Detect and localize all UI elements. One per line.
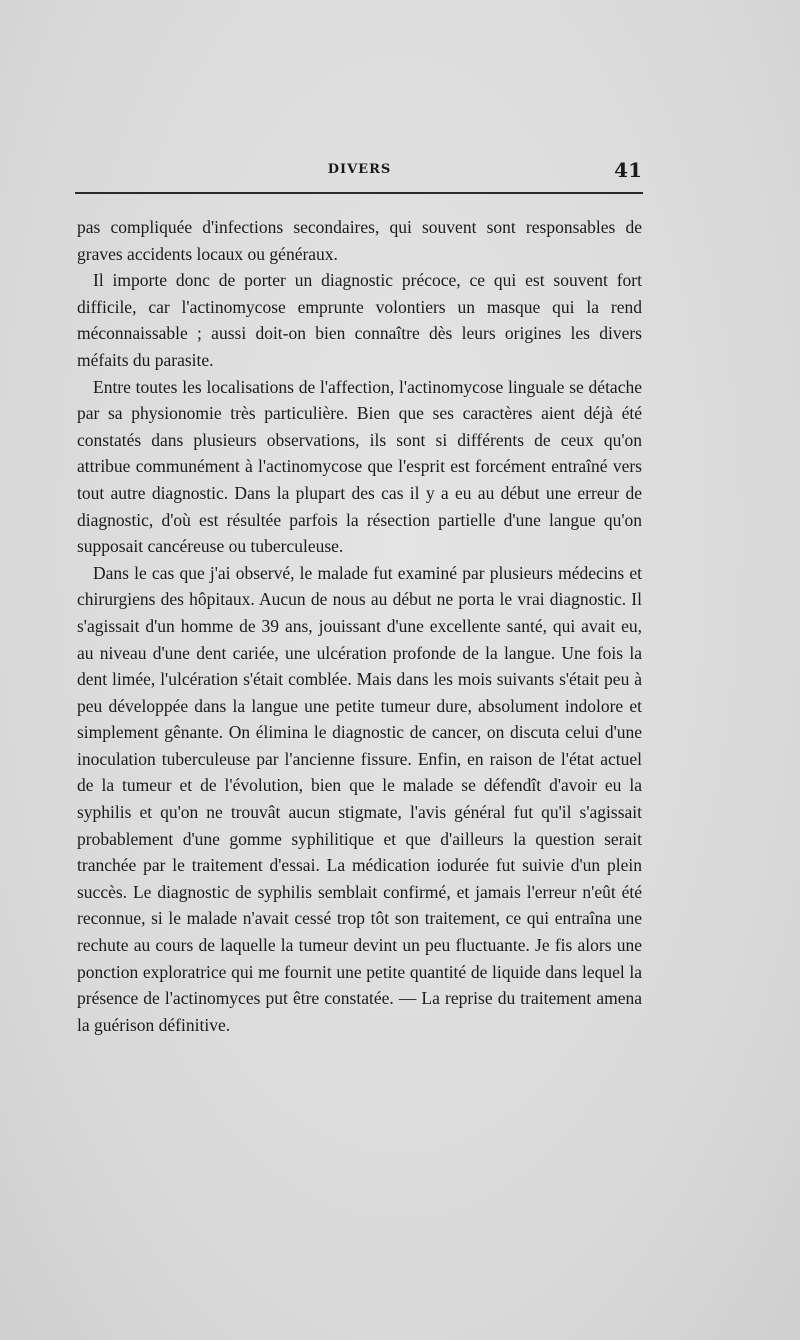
paragraph: Il importe donc de porter un diagnostic précoce, ce qui est souvent fort difficile, car l'actinomycose emprunte volontiers un masque qui la rend méconnaissable ; aussi doit-on bien connaître dès leurs origines les divers méfaits du parasite.: [77, 270, 642, 370]
paragraph: Dans le cas que j'ai observé, le malade fut examiné par plusieurs médecins et chirurgiens des hôpitaux. Aucun de nous au début ne porta le vrai diagnostic. Il s'agissait d'un homme de 39 ans, jouissant d'une excellente santé, qui avait eu, au niveau d'une dent cariée, une ulcération profonde de la langue. Une fois la dent limée, l'ulcération s'était comblée. Mais dans les mois suivants s'était peu à peu développée dans la langue une petite tumeur dure, absolument indolore et simplement gênante. On élimina le diagnostic de cancer, on discuta celui d'une inoculation tuberculeuse par l'ancienne fissure. Enfin, en raison de l'état actuel de la tumeur et de l'évolution, bien que le malade se défendît d'avoir eu la syphilis et qu'on ne trouvât aucun stigmate, l'avis général fut qu'il s'agissait probablement d'une gomme syphilitique et que d'ailleurs la question serait tranchée par le traitement d'essai. La médication iodurée fut suivie d'un plein succès. Le diagnostic de syphilis semblait confirmé, et jamais l'erreur n'eût été reconnue, si le malade n'avait cessé trop tôt son traitement, ce qui entraîna une rechute au cours de laquelle la tumeur devint un peu fluctuante. Je fis alors une ponction exploratrice qui me fournit une petite quantité de liquide dans lequel la présence de l'actinomyces put être constatée. — La reprise du traitement amena la guérison définitive.: [77, 562, 642, 1035]
running-title: DIVERS: [327, 162, 392, 177]
header-rule: [75, 192, 643, 194]
paragraph: pas compliquée d'infections secondaires, qui souvent sont responsables de graves accidents locaux ou généraux.: [77, 217, 642, 264]
running-head: [77, 158, 642, 188]
paragraph: Entre toutes les localisations de l'affection, l'actinomycose linguale se détache par sa physionomie très particulière. Bien que ses caractères aient déjà été constatés dans plusieurs observations, ils sont si différents de ceux qu'on attribue communément à l'actinomycose que l'esprit est forcément entraîné vers tout autre diagnostic. Dans la plupart des cas il y a eu au début une erreur de diagnostic, d'où est résultée parfois la résection partielle d'une langue qu'on supposait cancéreuse ou tuberculeuse.: [77, 376, 642, 557]
page-number: 41: [614, 158, 642, 182]
body-text: [77, 214, 642, 1038]
